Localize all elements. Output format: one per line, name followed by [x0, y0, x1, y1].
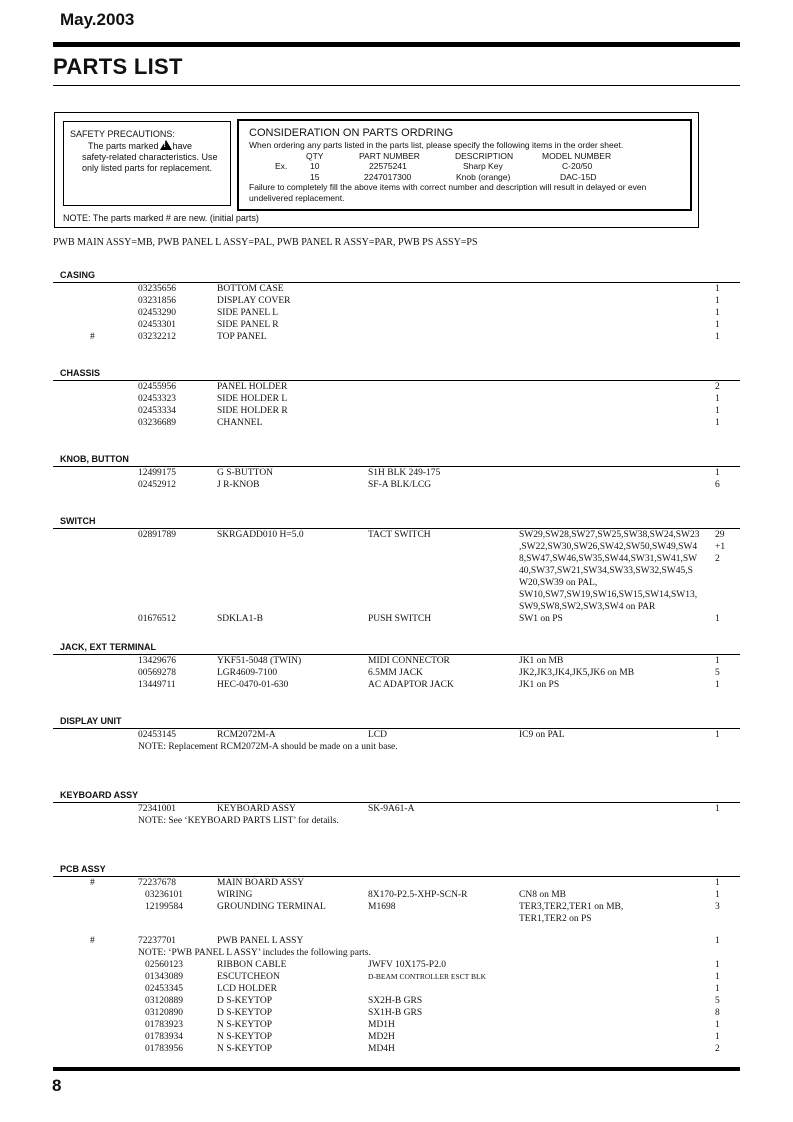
section-chassis	[53, 368, 740, 429]
part-model: JWFV 10X175-P2.0	[368, 960, 446, 970]
new-mark: #	[90, 878, 95, 888]
part-model: MD4H	[368, 1044, 395, 1054]
section-pcb-assy	[53, 864, 740, 1055]
new-mark: #	[90, 332, 95, 342]
ordering-consideration-box	[237, 119, 692, 211]
part-model: D-BEAM CONTROLLER ESCT BLK	[368, 972, 486, 981]
table-row	[53, 295, 740, 307]
section-note: NOTE: See ‘KEYBOARD PARTS LIST’ for details.	[138, 816, 339, 826]
part-quantity: 1	[715, 972, 720, 982]
table-row	[53, 467, 740, 479]
table-row	[53, 417, 740, 429]
part-model: MD2H	[368, 1032, 395, 1042]
part-number: 02455956	[138, 382, 176, 392]
table-row	[53, 803, 740, 815]
new-mark: #	[90, 936, 95, 946]
part-number: 01676512	[138, 614, 176, 624]
section-title: CHASSIS	[60, 368, 101, 378]
part-number: 01783956	[145, 1044, 183, 1054]
part-quantity: 1	[715, 656, 720, 666]
part-model: M1698	[368, 902, 396, 912]
part-model: SX2H-B GRS	[368, 996, 423, 1006]
part-number: 00569278	[138, 668, 176, 678]
part-description: G S-BUTTON	[217, 468, 274, 478]
section-knob-button	[53, 454, 740, 491]
section-note: NOTE: Replacement RCM2072M-A should be made on a unit base.	[138, 742, 398, 752]
part-number: 13429676	[138, 656, 176, 666]
table-row	[53, 901, 740, 935]
part-description: LGR4609-7100	[217, 668, 278, 678]
part-number: 72237678	[138, 878, 176, 888]
table-row	[53, 331, 740, 343]
part-description: D S-KEYTOP	[217, 1008, 272, 1018]
section-title: PCB ASSY	[60, 864, 106, 874]
notice-frame	[54, 112, 699, 228]
part-number: 72237701	[138, 936, 176, 946]
section-note: NOTE: ‘PWB PANEL L ASSY’ includes the following parts.	[138, 948, 371, 958]
part-description: MAIN BOARD ASSY	[217, 878, 305, 888]
part-description: TOP PANEL	[217, 332, 267, 342]
document-date: May.2003	[60, 10, 135, 29]
part-quantity: 1	[715, 680, 720, 690]
table-row	[53, 877, 740, 889]
section-display-unit	[53, 716, 740, 753]
part-description: RIBBON CABLE	[217, 960, 287, 970]
part-model: MD1H	[368, 1020, 395, 1030]
table-row	[53, 679, 740, 691]
part-description: YKF51-5048 (TWIN)	[217, 656, 302, 666]
part-description: RCM2072M-A	[217, 730, 276, 740]
part-description: HEC-0470-01-630	[217, 680, 289, 690]
section-keyboard-assy	[53, 790, 740, 827]
part-description: SIDE PANEL L	[217, 308, 279, 318]
safety-heading: SAFETY PRECAUTIONS:	[70, 129, 175, 139]
part-model: SF-A BLK/LCG	[368, 480, 432, 490]
part-quantity: 6	[715, 480, 720, 490]
safety-line: safety-related characteristics. Use	[82, 152, 218, 162]
part-number: 02453334	[138, 406, 176, 416]
part-number: 01343089	[145, 972, 183, 982]
table-row	[53, 1031, 740, 1043]
table-row	[53, 667, 740, 679]
section-title: SWITCH	[60, 516, 96, 526]
part-model: PUSH SWITCH	[368, 614, 432, 624]
section-casing	[53, 270, 740, 343]
part-quantity: 3	[715, 902, 720, 912]
part-description: PWB PANEL L ASSY	[217, 936, 304, 946]
part-number: 03236101	[145, 890, 183, 900]
safety-line: The parts marked! have	[70, 140, 224, 152]
part-location: SW1 on PS	[519, 614, 563, 624]
consideration-intro: When ordering any parts listed in the parts list, please specify the following items in the order sheet.	[249, 140, 624, 150]
table-row	[53, 1019, 740, 1031]
part-number: 01783934	[145, 1032, 183, 1042]
part-quantity: 8	[715, 1008, 720, 1018]
part-number: 02891789	[138, 530, 176, 540]
title-rule	[53, 85, 740, 86]
part-description: SIDE HOLDER R	[217, 406, 288, 416]
table-row	[53, 1043, 740, 1055]
section-jack-ext-terminal	[53, 642, 740, 691]
part-quantity: 1	[715, 296, 720, 306]
part-description: ESCUTCHEON	[217, 972, 280, 982]
part-location: JK2,JK3,JK4,JK5,JK6 on MB	[519, 668, 635, 678]
part-quantity: 1	[715, 984, 720, 994]
table-row	[53, 319, 740, 331]
section-title: KEYBOARD ASSY	[60, 790, 139, 800]
part-quantity: 1	[715, 614, 720, 624]
part-description: BOTTOM CASE	[217, 284, 284, 294]
part-number: 02453301	[138, 320, 176, 330]
section-title: JACK, EXT TERMINAL	[60, 642, 157, 652]
example-row: Ex. 10 22575241 Sharp Key C-20/50	[275, 161, 593, 171]
table-row	[53, 405, 740, 417]
part-description: SIDE PANEL R	[217, 320, 279, 330]
part-number: 03231856	[138, 296, 176, 306]
part-number: 12499175	[138, 468, 176, 478]
table-row	[53, 995, 740, 1007]
part-number: 02453345	[145, 984, 183, 994]
part-number: 12199584	[145, 902, 183, 912]
table-row	[53, 971, 740, 983]
part-number: 02453145	[138, 730, 176, 740]
table-row	[53, 889, 740, 901]
part-number: 03235656	[138, 284, 176, 294]
part-description: WIRING	[217, 890, 253, 900]
part-number: 03120889	[145, 996, 183, 1006]
page-number: 8	[52, 1076, 62, 1095]
table-row	[53, 959, 740, 971]
section-title: KNOB, BUTTON	[60, 454, 129, 464]
new-parts-note: NOTE: The parts marked # are new. (initial parts)	[63, 213, 259, 223]
part-model: 8X170-P2.5-XHP-SCN-R	[368, 890, 468, 900]
part-model: S1H BLK 249-175	[368, 468, 441, 478]
part-location: JK1 on PS	[519, 680, 560, 690]
part-location: TER3,TER2,TER1 on MB, TER1,TER2 on PS	[519, 902, 624, 924]
part-description: GROUNDING TERMINAL	[217, 902, 326, 912]
part-description: LCD HOLDER	[217, 984, 277, 994]
part-location: SW29,SW28,SW27,SW25,SW38,SW24,SW23 ,SW22,SW30,SW26,SW42,SW50,SW49,SW4 8,SW47,SW46,SW35,SW44,SW31,SW41,SW 40,SW37,SW21,SW34,SW33,SW32,SW45,S W20,SW39 on PAL, SW10,SW7,SW19,SW16,SW15,SW14,SW13, SW9,SW8,SW2,SW3,SW4 on PAR	[519, 530, 700, 612]
part-number: 03236689	[138, 418, 176, 428]
table-row	[53, 655, 740, 667]
consideration-warning: Failure to completely fill the above items with correct number and description will result in delayed or even	[249, 182, 647, 192]
warning-triangle-icon	[160, 140, 172, 150]
part-description: KEYBOARD ASSY	[217, 804, 296, 814]
assembly-abbreviations: PWB MAIN ASSY=MB, PWB PANEL L ASSY=PAL, PWB PANEL R ASSY=PAR, PWB PS ASSY=PS	[53, 237, 478, 248]
part-quantity: 5	[715, 668, 720, 678]
part-model: LCD	[368, 730, 387, 740]
part-description: D S-KEYTOP	[217, 996, 272, 1006]
part-number: 01783923	[145, 1020, 183, 1030]
safety-precautions-box	[63, 121, 231, 206]
part-description: N S-KEYTOP	[217, 1044, 272, 1054]
part-number: 03120890	[145, 1008, 183, 1018]
part-description: N S-KEYTOP	[217, 1032, 272, 1042]
part-quantity: 1	[715, 804, 720, 814]
page-title: PARTS LIST	[53, 54, 183, 79]
part-number: 72341001	[138, 804, 176, 814]
section-title: CASING	[60, 270, 96, 280]
part-description: SKRGADD010 H=5.0	[217, 530, 304, 540]
bottom-rule	[53, 1067, 740, 1071]
part-model: 6.5MM JACK	[368, 668, 423, 678]
part-location: CN8 on MB	[519, 890, 566, 900]
part-quantity: 1	[715, 406, 720, 416]
table-row	[53, 283, 740, 295]
part-quantity: 1	[715, 1020, 720, 1030]
part-quantity: 1	[715, 730, 720, 740]
part-model: SX1H-B GRS	[368, 1008, 423, 1018]
part-description: N S-KEYTOP	[217, 1020, 272, 1030]
part-model: TACT SWITCH	[368, 530, 431, 540]
part-number: 02452912	[138, 480, 176, 490]
section-switch	[53, 516, 740, 625]
part-quantity: 1	[715, 878, 720, 888]
part-quantity: 1	[715, 960, 720, 970]
part-model: MIDI CONNECTOR	[368, 656, 450, 666]
part-model: AC ADAPTOR JACK	[368, 680, 454, 690]
part-quantity: 1	[715, 418, 720, 428]
section-title: DISPLAY UNIT	[60, 716, 122, 726]
part-quantity: 5	[715, 996, 720, 1006]
part-description: SDKLA1-B	[217, 614, 263, 624]
part-number: 03232212	[138, 332, 176, 342]
part-description: CHANNEL	[217, 418, 263, 428]
part-quantity: 1	[715, 284, 720, 294]
table-row	[53, 935, 740, 947]
table-row	[53, 381, 740, 393]
part-location: JK1 on MB	[519, 656, 564, 666]
part-quantity: 1	[715, 890, 720, 900]
part-quantity: 1	[715, 1032, 720, 1042]
part-description: PANEL HOLDER	[217, 382, 288, 392]
part-quantity: 29 +1 2	[715, 530, 726, 564]
part-quantity: 1	[715, 308, 720, 318]
part-location: IC9 on PAL	[519, 730, 565, 740]
consideration-title: CONSIDERATION ON PARTS ORDRING	[249, 127, 454, 139]
table-row	[53, 729, 740, 741]
part-description: DISPLAY COVER	[217, 296, 291, 306]
part-number: 02453323	[138, 394, 176, 404]
example-header-row: QTY PART NUMBER DESCRIPTION MODEL NUMBER	[306, 150, 612, 161]
part-number: 02560123	[145, 960, 183, 970]
part-quantity: 1	[715, 320, 720, 330]
table-row	[53, 983, 740, 995]
part-number: 13449711	[138, 680, 176, 690]
table-row	[53, 613, 740, 625]
part-model: SK-9A61-A	[368, 804, 415, 814]
part-quantity: 2	[715, 1044, 720, 1054]
consideration-warning: undelivered replacement.	[249, 192, 345, 203]
table-row	[53, 529, 740, 613]
part-quantity: 1	[715, 936, 720, 946]
part-quantity: 1	[715, 332, 720, 342]
table-row	[53, 393, 740, 405]
part-quantity: 1	[715, 468, 720, 478]
top-rule	[53, 42, 740, 47]
table-row	[53, 1007, 740, 1019]
part-quantity: 1	[715, 394, 720, 404]
table-row	[53, 479, 740, 491]
safety-line: only listed parts for replacement.	[82, 163, 213, 173]
part-description: SIDE HOLDER L	[217, 394, 288, 404]
part-number: 02453290	[138, 308, 176, 318]
table-row	[53, 307, 740, 319]
example-row: 15 2247017300 Knob (orange) DAC-15D	[310, 171, 597, 182]
part-quantity: 2	[715, 382, 720, 392]
part-description: J R-KNOB	[217, 480, 260, 490]
